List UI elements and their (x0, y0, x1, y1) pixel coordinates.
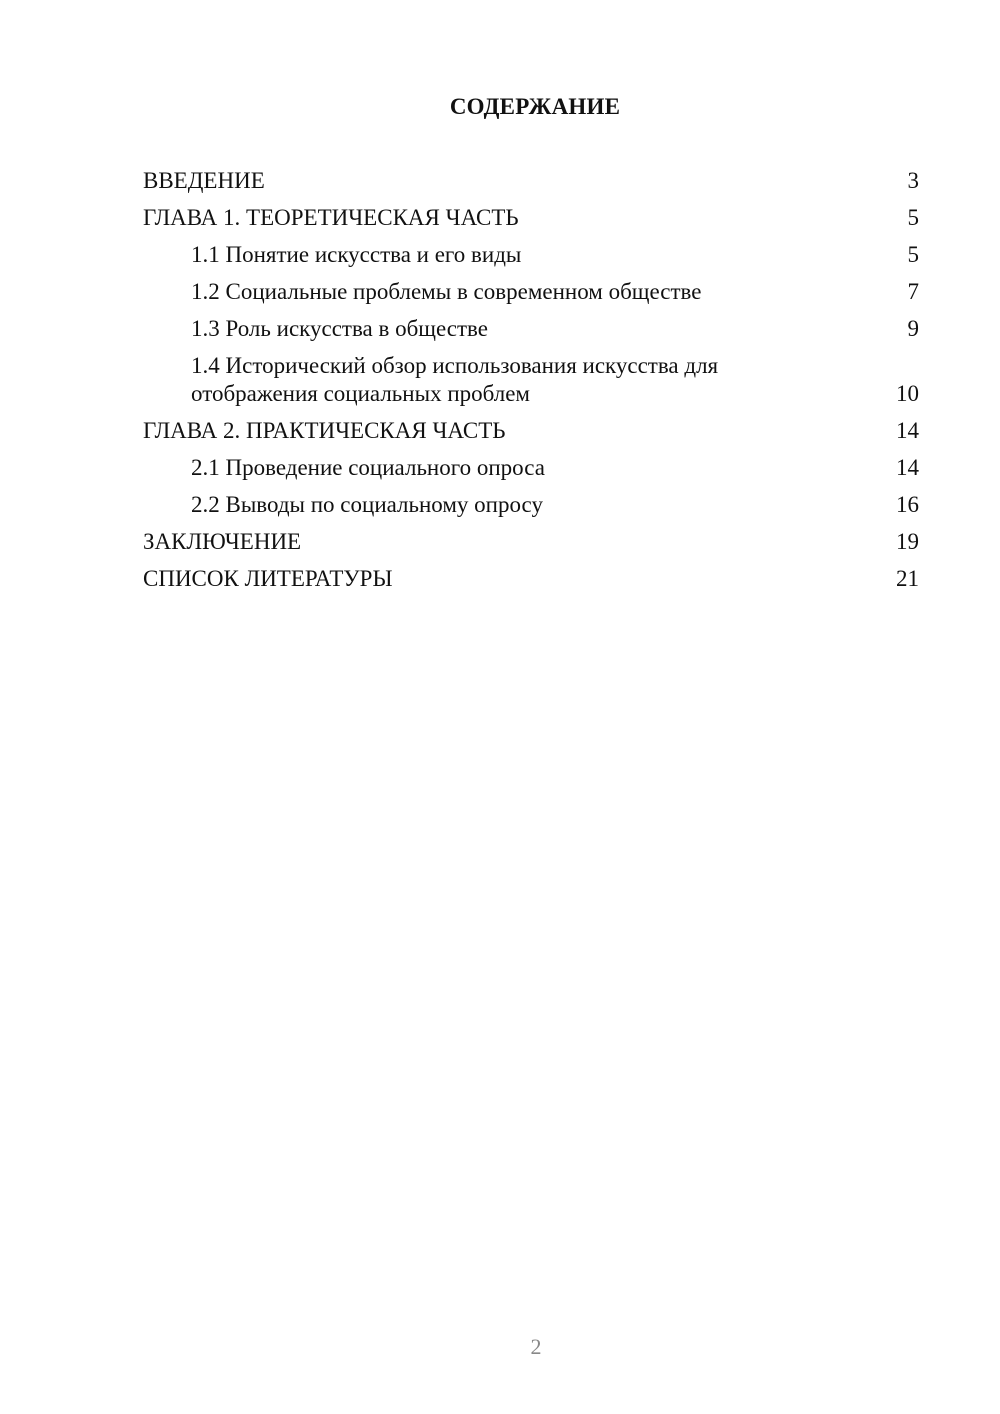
toc-item-section-1-1 (143, 241, 919, 269)
toc-item-references (143, 565, 919, 593)
toc-item-label: ЗАКЛЮЧЕНИЕ (143, 529, 302, 554)
toc-item-chapter-1 (143, 204, 919, 232)
toc-item-label: 1.2 Социальные проблемы в современном обществе (191, 279, 702, 304)
toc-item-label: 1.3 Роль искусства в обществе (191, 316, 488, 341)
toc-list (143, 167, 919, 602)
toc-item-page: 5 (907, 205, 919, 230)
toc-item-page: 5 (907, 242, 919, 267)
toc-item-page: 7 (907, 279, 919, 304)
toc-item-page: 21 (896, 566, 919, 591)
toc-item-page: 10 (896, 381, 919, 406)
toc-item-label: ГЛАВА 1. ТЕОРЕТИЧЕСКАЯ ЧАСТЬ (143, 205, 519, 230)
toc-item-conclusion (143, 528, 919, 556)
toc-item-label: ГЛАВА 2. ПРАКТИЧЕСКАЯ ЧАСТЬ (143, 418, 506, 443)
toc-item-page: 19 (896, 529, 919, 554)
toc-item-section-1-4 (143, 352, 919, 408)
page-number: 2 (530, 1334, 542, 1359)
toc-item-section-1-3 (143, 315, 919, 343)
toc-item-label: СПИСОК ЛИТЕРАТУРЫ (143, 566, 393, 591)
toc-item-label: 1.4 Исторический обзор использования искусства для отображения социальных проблем (191, 353, 719, 406)
toc-item-page: 3 (907, 168, 919, 193)
toc-item-section-2-2 (143, 491, 919, 519)
toc-item-label: 2.2 Выводы по социальному опросу (191, 492, 543, 517)
toc-item-label: 1.1 Понятие искусства и его виды (191, 242, 522, 267)
toc-item-label: 2.1 Проведение социального опроса (191, 455, 545, 480)
toc-item-page: 14 (896, 418, 919, 443)
toc-item-chapter-2 (143, 417, 919, 445)
toc-item-section-2-1 (143, 454, 919, 482)
toc-item-page: 16 (896, 492, 919, 517)
toc-item-page: 14 (896, 455, 919, 480)
toc-title: СОДЕРЖАНИЕ (449, 94, 621, 119)
toc-item-label: ВВЕДЕНИЕ (143, 168, 265, 193)
toc-item-page: 9 (907, 316, 919, 341)
toc-item-introduction (143, 167, 919, 195)
toc-item-section-1-2 (143, 278, 919, 306)
